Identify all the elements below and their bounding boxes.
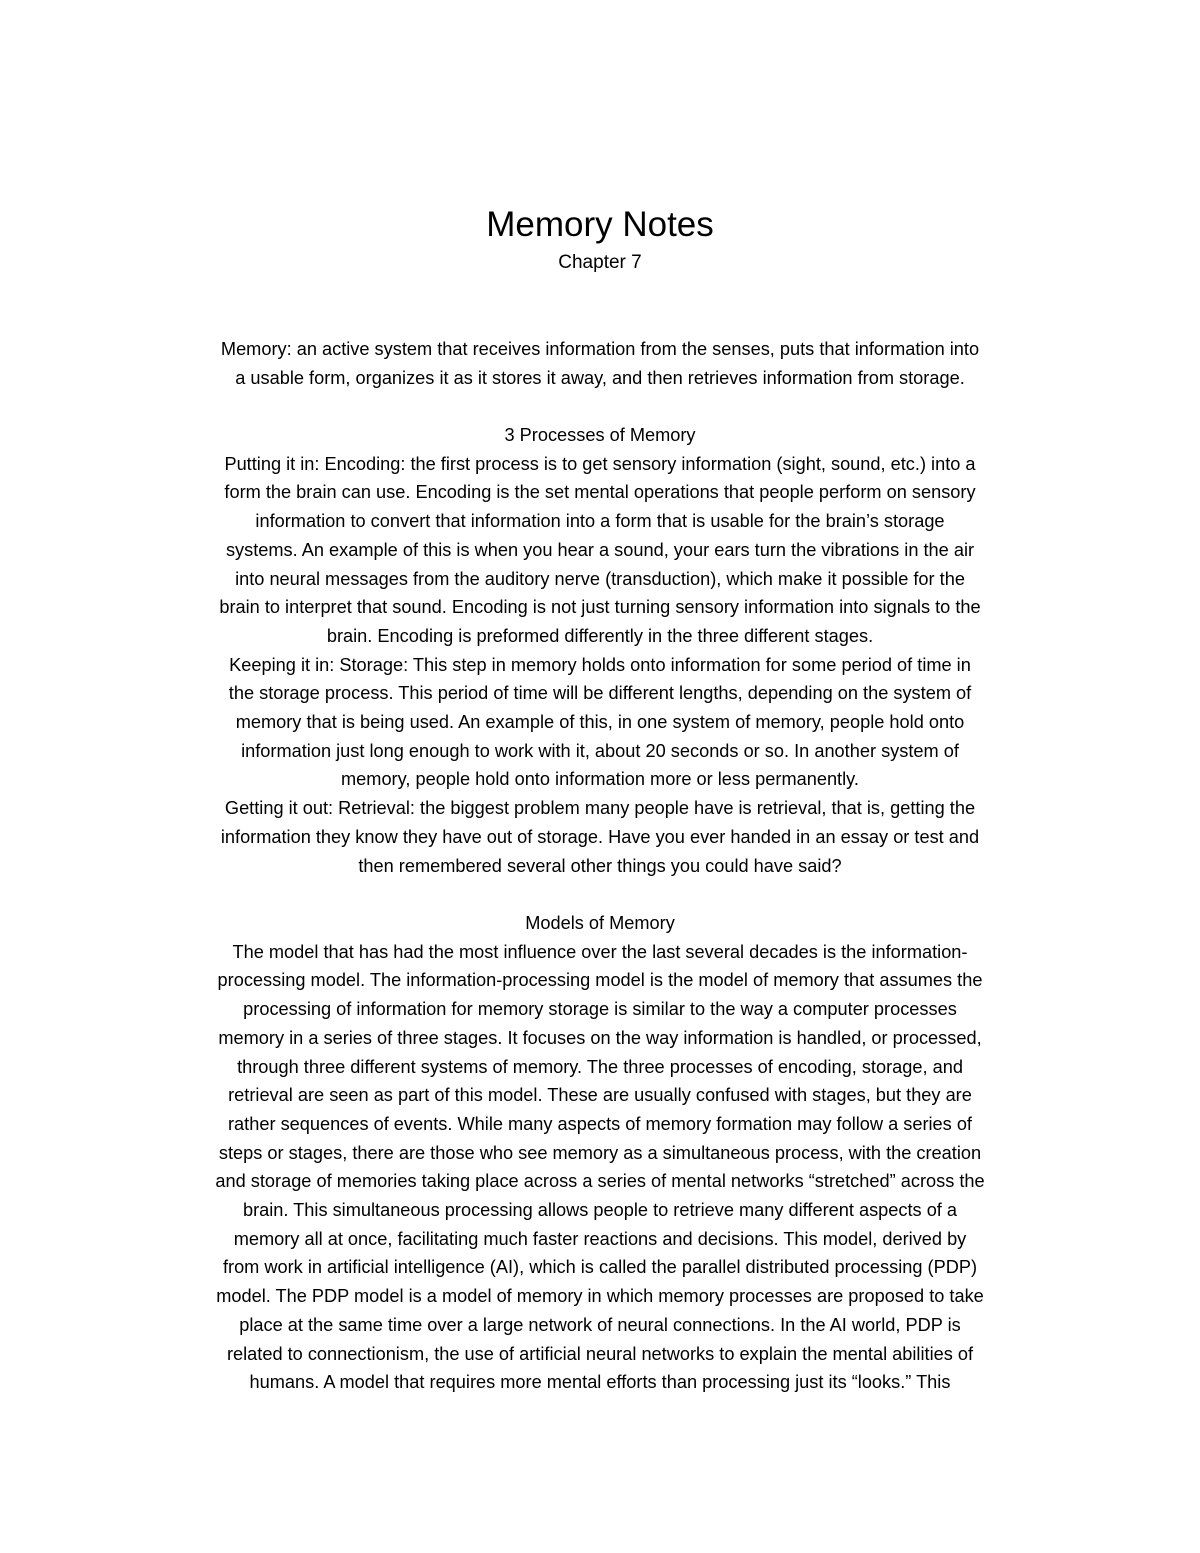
- paragraph-line: processing of information for memory storage is similar to the way a computer processes: [243, 999, 957, 1020]
- paragraph-line: through three different systems of memory. The three processes of encoding, storage, and: [237, 1056, 963, 1077]
- section-heading: Models of Memory: [525, 913, 675, 933]
- paragraph-line: from work in artificial intelligence (AI), which is called the parallel distributed processing (PDP): [222, 1257, 978, 1278]
- memory-definition-paragraph: [120, 335, 1080, 392]
- paragraph-line: brain. This simultaneous processing allows people to retrieve many different aspects of a: [242, 1200, 958, 1221]
- page-title: Memory Notes: [486, 205, 714, 244]
- paragraph-line: a usable form, organizes it as it stores it away, and then retrieves information from storage.: [235, 367, 965, 388]
- paragraph-line: steps or stages, there are those who see memory as a simultaneous process, with the creation: [218, 1142, 982, 1163]
- paragraph-line: the storage process. This period of time will be different lengths, depending on the system of: [228, 683, 972, 704]
- paragraph-line: memory all at once, facilitating much faster reactions and decisions. This model, derived by: [233, 1228, 967, 1249]
- paragraph-line: and storage of memories taking place across a series of mental networks “stretched” across the: [215, 1171, 985, 1192]
- paragraph-line: place at the same time over a large network of neural connections. In the AI world, PDP is: [239, 1314, 961, 1335]
- paragraph-line: related to connectionism, the use of artificial neural networks to explain the mental abilities of: [226, 1343, 974, 1364]
- paragraph-line: Getting it out: Retrieval: the biggest problem many people have is retrieval, that is, getting the: [224, 798, 976, 819]
- paragraph-line: humans. A model that requires more mental efforts than processing just its “looks.” This: [249, 1372, 951, 1393]
- paragraph-line: memory in a series of three stages. It focuses on the way information is handled, or processed,: [218, 1027, 982, 1048]
- paragraph-line: model. The PDP model is a model of memory in which memory processes are proposed to take: [216, 1286, 984, 1307]
- paragraph-line: Keeping it in: Storage: This step in memory holds onto information for some period of time in: [229, 654, 971, 675]
- paragraph-line: into neural messages from the auditory nerve (transduction), which make it possible for the: [235, 568, 965, 589]
- paragraph-line: processing model. The information-processing model is the model of memory that assumes the: [217, 970, 983, 991]
- paragraph-line: information to convert that information into a form that is usable for the brain’s storage: [255, 511, 945, 532]
- paragraph-line: systems. An example of this is when you hear a sound, your ears turn the vibrations in the air: [225, 539, 975, 560]
- paragraph-line: Memory: an active system that receives information from the senses, puts that information into: [220, 339, 980, 359]
- section-heading: 3 Processes of Memory: [504, 425, 696, 445]
- paragraph-line: information just long enough to work with it, about 20 seconds or so. In another system of: [241, 740, 959, 761]
- processes-section: [120, 421, 1080, 880]
- paragraph-line: brain. Encoding is preformed differently in the three different stages.: [326, 625, 874, 646]
- paragraph-line: information they know they have out of storage. Have you ever handed in an essay or test and: [220, 826, 980, 847]
- paragraph-line: The model that has had the most influence over the last several decades is the information-: [232, 941, 968, 962]
- paragraph-line: memory that is being used. An example of this, in one system of memory, people hold onto: [235, 712, 965, 733]
- paragraph-line: rather sequences of events. While many aspects of memory formation may follow a series of: [228, 1113, 972, 1134]
- paragraph-line: memory, people hold onto information more or less permanently.: [341, 769, 859, 790]
- paragraph-line: Putting it in: Encoding: the first process is to get sensory information (sight, sound, etc.) into a: [224, 453, 976, 474]
- paragraph-line: form the brain can use. Encoding is the set mental operations that people perform on sensory: [224, 482, 976, 503]
- chapter-subtitle: Chapter 7: [558, 252, 642, 273]
- models-section: [120, 909, 1080, 1397]
- paragraph-line: retrieval are seen as part of this model. These are usually confused with stages, but they are: [228, 1085, 972, 1106]
- paragraph-line: then remembered several other things you could have said?: [358, 855, 842, 876]
- paragraph-line: brain to interpret that sound. Encoding is not just turning sensory information into signals to the: [219, 597, 981, 618]
